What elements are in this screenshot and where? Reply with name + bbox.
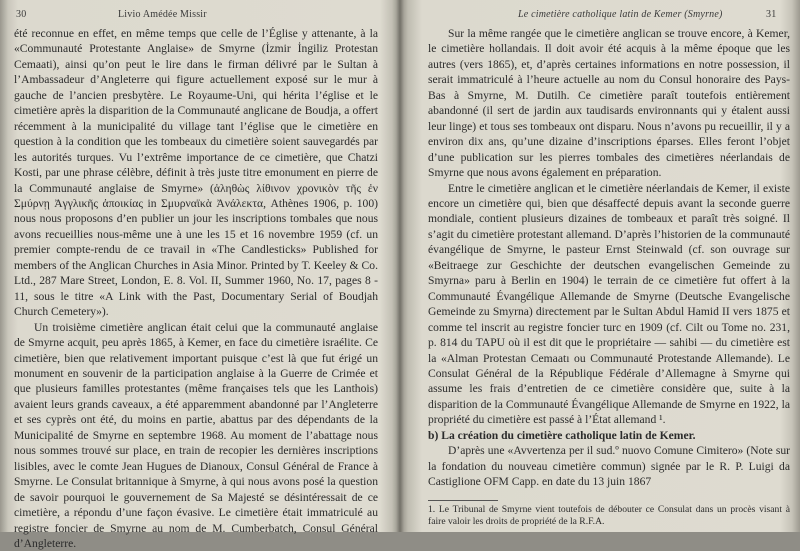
- right-page: [400, 0, 800, 532]
- right-paragraph-2: Entre le cimetière anglican et le cimetière néerlandais de Kemer, il existe encore un cimetière qui, bien que désaffecté depuis avant la seconde guerre mondiale, contient plusieurs dizaines de tombeaux et paraît très soigné. Il s’agit du cimetière protestant allemand. D’après l’historien de la communauté évangélique de Smyrne, le pasteur Ernst Steinwald (cf. son ouvrage sur «Beitraege zur Geschichte der deutschen evangelischen Gemeinde zu Smyrna» paru à Berlin en 1904) le terrain de ce cimetière fut offert à la Communauté Évangélique Allemande de Smyrne (Deutsche Evangelische Gemeinde zu Smyrna) directement par le Sultan Abdul Hamid II vers 1875 et comme tel inscrit au registre foncier turc en 1909 (cf. Cilt ou Tome no. 231, p. 814 du TAPU où il est dit que le propriétaire — sahibi — du cimetière est la «Alman Protestan Cemaatı ou Communauté Protestande Allemande). Le Consulat Général de la République Fédérale d’Allemagne à Smyrne qui assume les frais d’entretien de ce cimetière considère que, suite à la disparition de la Communauté Évangélique Allemande de Smyrne en 1922, la propriété du cimetière est passé à l’État allemand ¹.: [428, 181, 790, 427]
- left-paragraph-2: Un troisième cimetière anglican était celui que la communauté anglaise de Smyrne acquit, peu après 1865, à Kemer, en face du cimetière israélite. Ce cimetière, bien que relativement important puisque c’est là que fut érigé un monument en souvenir de la participation anglaise à la Guerre de Crimée et que plusieurs familles protestantes (même françaises tels que les Lanthois) avaient leurs grands caveaux, a été apparemment abandonné par l’Angleterre et ses cyprès ont été, du moins en partie, abattus par des dépendants de la Municipalité de Smyrne en septembre 1968. Au moment de l’abattage nous nous sommes trouvé sur place, en train de recopier les dernières inscriptions lisibles, avec le comte Jean Hugues de Dianoux, Consul Général de France à Smyrne. Le Consulat britannique à Smyrne, à qui nous avons posé la question de savoir pourquoi le gouvernement de Sa Majesté se désintéressait de ce cimetière, a répondu d’une façon évasive. Le cimetière était immatriculé au registre foncier de Smyrne au nom de M. Cumberbatch, Consul Général d’Angleterre.: [14, 320, 378, 550]
- left-paragraph-1: été reconnue en effet, en même temps que celle de l’Église y attenante, à la «Communauté Protestante Anglaise» de Smyrne (İzmir İngiliz Protestan Cemaati), ainsi qu’on peut le lire dans le firman délivré par le Sultan à l’Ambassadeur d’Angleterre qui figure actuellement exposé sur le mur à gauche de l’ancien presbytère. Le Royaume-Uni, qui hérita l’église et le cimetière après la disparition de la Communauté anglicane de Boudja, a offert récemment à la municipalité du village tant l’église que le cimetière en question à la condition que les tombeaux du cimetière soient sauvegardés par les autorités turques. Vu l’extrême importance de ce cimetière, que Chatzi Kosti, par une phrase célèbre, définit à très juste titre emonument en pierre de la Communauté anglaise de Smyrne» (ἀληθὼς λίθινον χρονικὸν τῆς ἐν Σμύρνῃ Ἀγγλικῆς ἀποικίας in Σμυρναϊκὰ Ἀνάλεκτα, Athènes 1906, p. 100) nous nous proposons d’en publier un jour les inscriptions tombales que nous avons recueillies nous-même une à une les 15 et 16 novembre 1959 (cf. un premier compte-rendu de ce travail in «The Candlesticks» Published for members of the Anglican Churches in Asia Minor. Printed by T. Keeley & Co. Ltd., 287 Mare Street, London, E. 8. Vol. II, Summer 1960, No. 17, pages 8 - 11, sous le titre «A Link with the Past, Documentary Serial of Boudjah Church Cemetery»).: [14, 27, 378, 319]
- footnote-rule: [428, 500, 498, 501]
- left-body-text: [14, 26, 378, 551]
- footnote: 1. Le Tribunal de Smyrne vient toutefois de débouter ce Consulat dans un procès visant à faire valoir les droits de propriété de la R.F.A.: [428, 503, 790, 527]
- section-heading: b) La création du cimetière catholique latin de Kemer.: [428, 428, 696, 442]
- page-number-left: 30: [16, 9, 27, 20]
- right-paragraph-1: Sur la même rangée que le cimetière anglican se trouve encore, à Kemer, le cimetière hollandais. Il doit avoir été acquis à la même époque que les autres (vers 1865), et, d’après certaines informations en notre possession, il serait immatriculé à l’heure actuelle au nom du Consul honoraire des Pays-Bas à Smyrne, M. Dutilh. Ce cimetière paraît toutefois entièrement abandonné (il sert de jardin aux taudisards environnants qui y étalent aussi leur linge) et tous ses tombeaux ont disparu. Nous n’avons pu recueillir, il y a environ dix ans, qu’une dizaine d’inscriptions éparses. Elles feront l’objet d’une publication sur les pierres tombales des cimetières néerlandais de Smyrne que nous avons également en préparation.: [428, 27, 790, 180]
- left-page: [0, 0, 400, 550]
- right-body-text: [428, 26, 790, 528]
- running-head-right: Le cimetière catholique latin de Kemer (Smyrne): [518, 9, 723, 20]
- page-number-right: 31: [766, 9, 777, 20]
- section-paragraph: D’après une «Avvertenza per il sud.º nuovo Comune Cimitero» (Note sur la fondation du nouveau cimetière commun) signée par le R. P. Luigi da Castiglione OFM Capp. en date du 13 juin 1867: [428, 444, 790, 489]
- running-head-left: Livio Amédée Missir: [118, 9, 207, 20]
